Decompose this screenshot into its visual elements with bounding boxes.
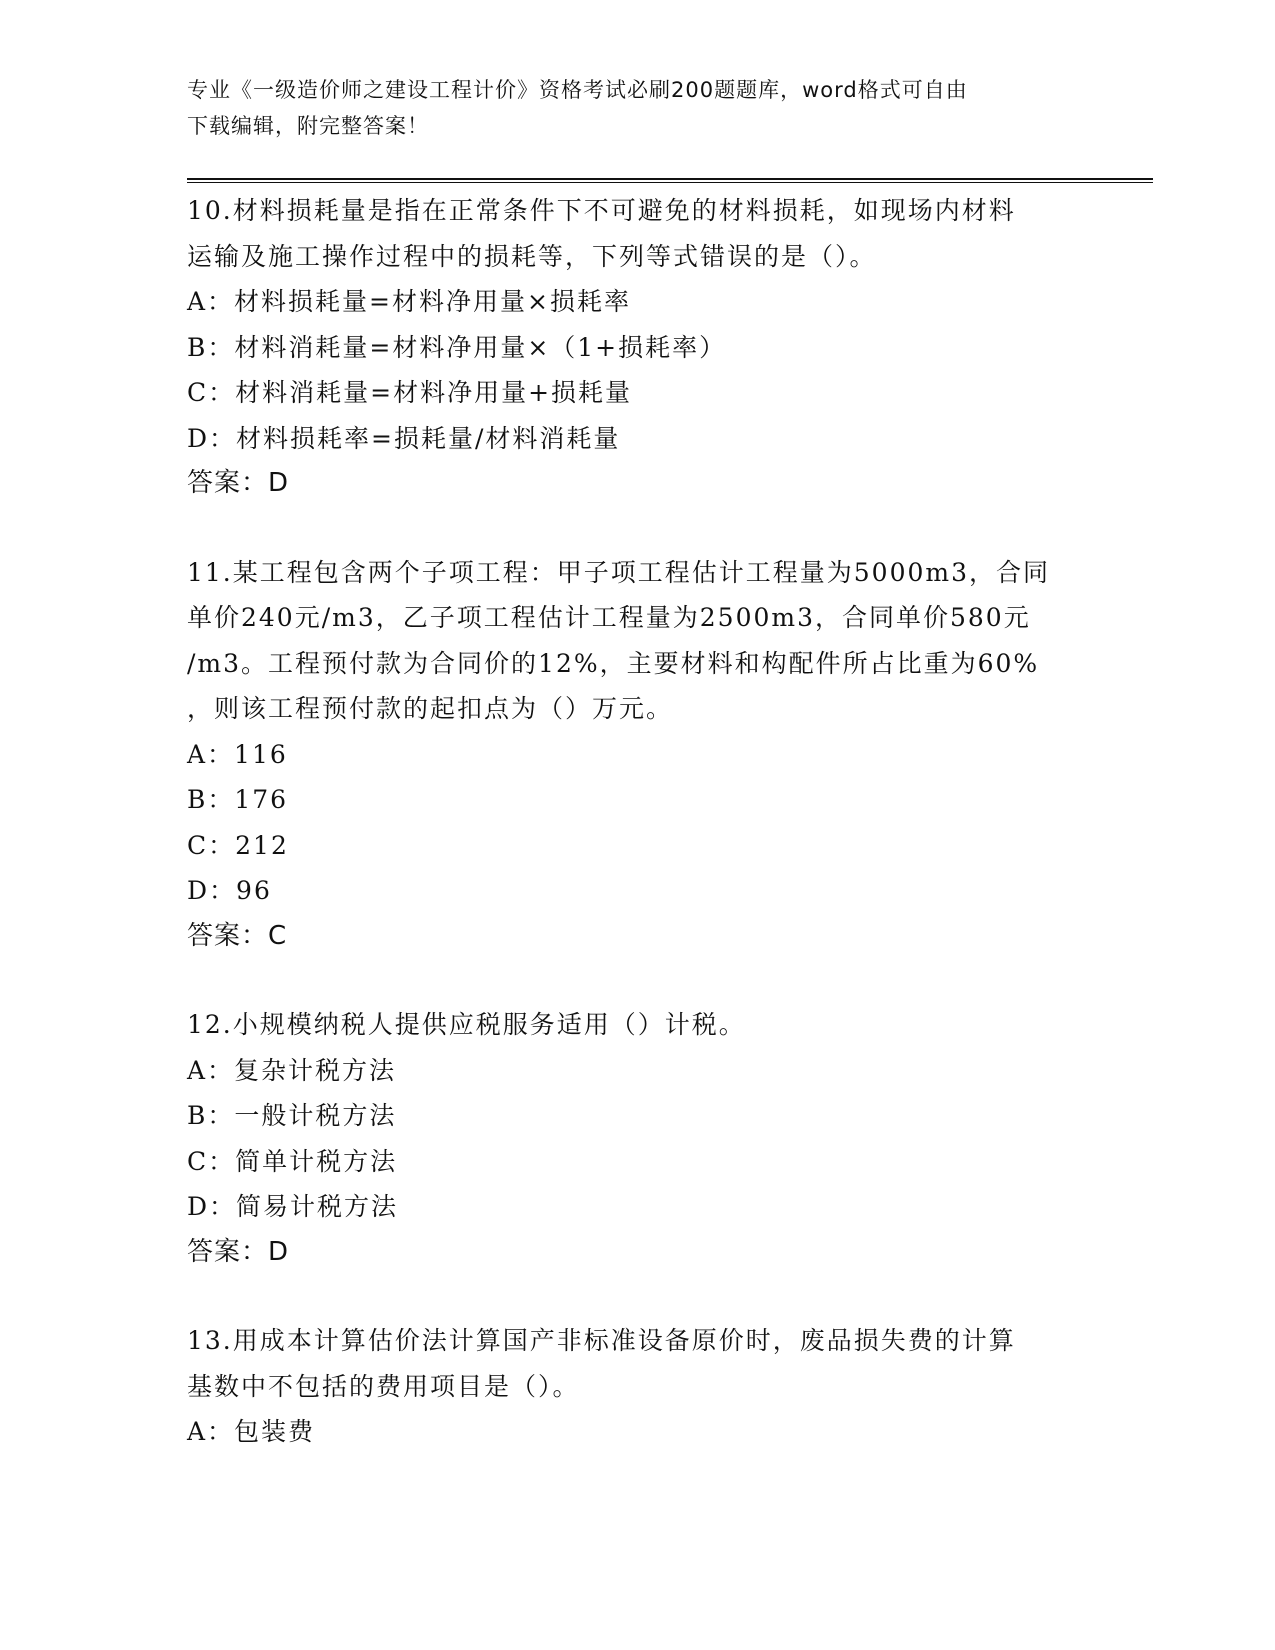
header-divider [187,178,1153,183]
answer-line: 答案：C [187,920,288,951]
question-stem-line: 基数中不包括的费用项目是（）。 [187,1371,580,1401]
answer-line: 答案：D [187,468,290,498]
option-d: D：材料损耗率=损耗量/材料消耗量 [187,423,621,453]
question-11 [187,550,1087,960]
question-stem-line: 10.材料损耗量是指在正常条件下不可避免的材料损耗，如现场内材料 [187,196,1016,225]
question-12 [187,1002,1087,1275]
option-b: B：一般计税方法 [187,1101,397,1130]
header-line-2: 下载编辑，附完整答案！ [187,114,429,138]
document-header [187,72,1087,144]
option-b: B：176 [187,785,289,814]
question-stem-line: 单价240元/m3，乙子项工程估计工程量为2500m3，合同单价580元 [187,603,1031,632]
question-stem-line: 12.小规模纳税人提供应税服务适用（）计税。 [187,1010,746,1039]
option-a: A：材料损耗量=材料净用量×损耗率 [187,287,631,316]
option-c: C：简单计税方法 [187,1146,398,1176]
question-list [187,188,1087,1455]
question-spacer [187,959,1087,1002]
answer-line: 答案：D [187,1236,290,1267]
option-a: A：116 [187,739,288,769]
question-10 [187,188,1087,507]
question-spacer [187,507,1087,550]
question-stem-line: 11.某工程包含两个子项工程：甲子项工程估计工程量为5000m3，合同 [187,557,1050,587]
header-line-1: 专业《一级造价师之建设工程计价》资格考试必刷200题题库，word格式可自由 [187,78,968,102]
question-stem-line: 13.用成本计算估价法计算国产非标准设备原价时，废品损失费的计算 [187,1326,1016,1355]
option-d: D：96 [187,876,272,905]
question-13 [187,1318,1087,1455]
question-spacer [187,1275,1087,1318]
option-c: C：212 [187,830,289,860]
question-stem-line: 运输及施工操作过程中的损耗等，下列等式错误的是（）。 [187,241,877,271]
question-stem-line: ，则该工程预付款的起扣点为（）万元。 [187,694,674,723]
option-c: C：材料消耗量=材料净用量+损耗量 [187,378,633,407]
option-a: A：复杂计税方法 [187,1055,397,1085]
option-d: D：简易计税方法 [187,1192,399,1221]
option-b: B：材料消耗量=材料净用量×（1+损耗率） [187,332,727,362]
option-a: A：包装费 [187,1417,316,1446]
question-stem-line: /m3。工程预付款为合同价的12%，主要材料和构配件所占比重为60% [187,648,1040,678]
